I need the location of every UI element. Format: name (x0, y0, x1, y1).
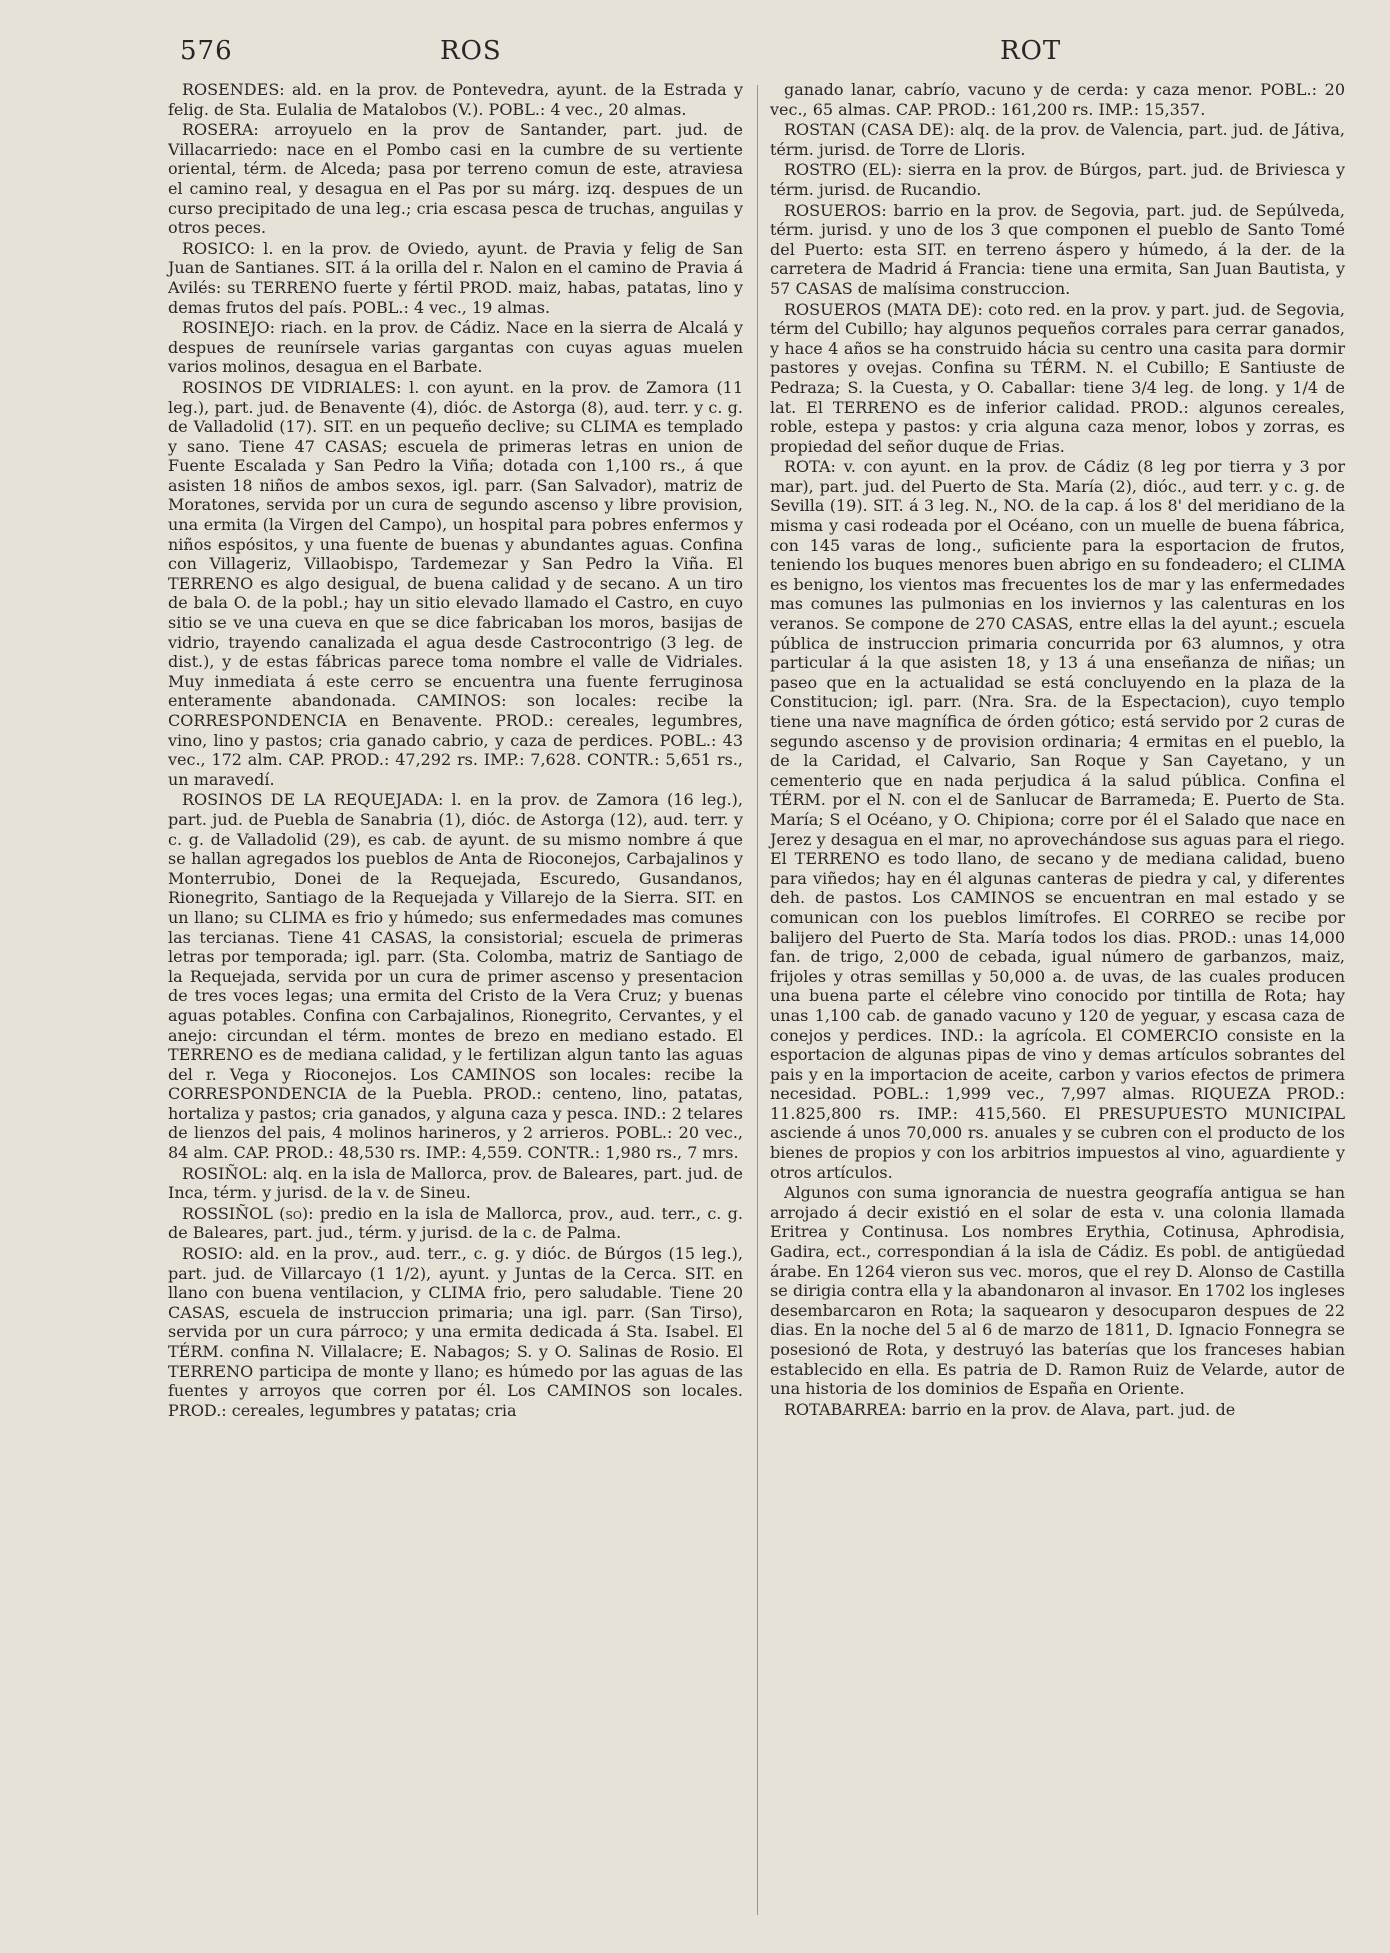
entry (770, 120, 1345, 159)
entry-text: Algunos con suma ignorancia de nuestra geografía antigua se han arrojado á decir existió en el solar de esta v. una colonia llamada Eritrea y Continusa. Los nombres Erythia, Cotinusa, Aphrodisia, Gadira, ect., correspondian á la isla de Cádiz. Es pobl. de antigüedad árabe. En 1264 vieron sus vec. moros, que el rey D. Alonso de Castilla se dirigia contra ella y la abandonaron al invasor. En 1702 los ingleses desembarcaron en Rota; la saquearon y desocuparon despues de 22 dias. En la noche del 5 al 6 de marzo de 1811, D. Ignacio Fonnegra se posesionó de Rota, y destruyó las baterías que los franceses habian establecido en ella. Es patria de D. Ramon Ruiz de Velarde, autor de una historia de los dominios de España en Oriente. (770, 1183, 1345, 1399)
entry-text: v. con ayunt. en la prov. de Cádiz (8 leg por tierra y 3 por mar), part. jud. del Puerto de Sta. María (2), dióc., aud terr. y c. g. de Sevilla (19). SIT. á 3 leg. N., NO. de la cap. á los 8' del meridiano de la misma y casi rodeada por el Océano, con un muelle de buena fábrica, con 145 varas de long., suficiente para la esportacion de frutos, teniendo los buques menores buen abrigo en su fondeadero; el CLIMA es benigno, los vientos mas frecuentes los de mar y las enfermedades mas comunes las pulmonias en los inviernos y las calenturas en los veranos. Se compone de 270 CASAS, entre ellas la del ayunt.; escuela pública de instruccion primaria concurrida por 63 alumnos, y otra particular á la que asisten 18, y 13 á una enseñanza de niñas; un paseo que en la actualidad se está concluyendo en la plaza de la Constitucion; igl. parr. (Nra. Sra. de la Espectacion), cuyo templo tiene una nave magnífica de órden gótico; está servido por 2 curas de segundo ascenso y de provision ordinaria; 4 ermitas en el pueblo, la de la Caridad, el Calvario, San Roque y San Cayetano, y un cementerio que en nada perjudica á la salud pública. Confina el TÉRM. por el N. con el de Sanlucar de Barrameda; E. Puerto de Sta. María; S el Océano, y O. Chipiona; corre por él el Salado que nace en Jerez y desagua en el mar, no aprovechándose sus aguas para el riego. El TERRENO es todo llano, de secano y de mediana calidad, bueno para viñedos; hay en él algunas canteras de piedra y cal, y diferentes deh. de pastos. Los CAMINOS se encuentran en mal estado y se comunican con los pueblos limítrofes. El CORREO se recibe por balijero del Puerto de Sta. María todos los dias. PROD.: unas 14,000 fan. de trigo, 2,000 de cebada, igual número de garbanzos, maiz, frijoles y otras semillas y 50,000 a. de uvas, de las cuales producen una buena parte el célebre vino conocido por tintilla de Rota; hay unas 1,100 cab. de ganado vacuno y 120 de yeguar, y escasa caza de conejos y perdices. IND.: la agrícola. El COMERCIO consiste en la esportacion de algunas pipas de vino y demas artículos sobrantes del pais y en la importacion de aceite, carbon y varios efectos de primera necesidad. POBL.: 1,999 vec., 7,997 almas. RIQUEZA PROD.: 11.825,800 rs. IMP.: 415,560. El PRESUPUESTO MUNICIPAL asciende á unos 70,000 rs. anuales y se cubren con el producto de los bienes de propios y con los arbitrios impuestos al vino, aguardiente y otros artículos. (770, 457, 1345, 1182)
entry (168, 1244, 743, 1420)
entry-headword: ROSUEROS: (784, 200, 887, 220)
entry-headword: ROSTAN (784, 120, 856, 140)
entry-text: l. en la prov. de Zamora (16 leg.), part. jud. de Puebla de Sanabria (1), dióc. de Astorga (12), aud. terr. y c. g. de Valladolid (29), es cab. de ayunt. de su mismo nombre á que se hallan agregados los pueblos de Anta de Rioconejos, Carbajalinos y Monterrubio, Donei de la Requejada, Escuredo, Gusandanos, Rionegrito, Santiago de la Requejada y Villarejo de la Sierra. SIT. en un llano; su CLIMA es frio y húmedo; sus enfermedades mas comunes las tercianas. Tiene 41 CASAS, la consistorial; escuela de primeras letras por temporada; igl. parr. (Sta. Colomba, matriz de Santiago de la Requejada, servida por un cura de primer ascenso y presentacion de tres voces legas; una ermita del Cristo de la Vera Cruz; y buenas aguas potables. Confina con Carbajalinos, Rionegrito, Cervantes, y el anejo: circundan el térm. montes de brezo en mediano estado. El TERRENO es de mediana calidad, y le fertilizan algun tanto las aguas del r. Vega y Rioconejos. Los CAMINOS son locales: recibe la CORRESPONDENCIA de la Puebla. PROD.: centeno, lino, patatas, hortaliza y pastos; cria ganados, y alguna caza y pesca. IND.: 2 telares de lienzos del pais, 4 molinos harineros, y 2 arrieros. POBL.: 20 vec., 84 alm. CAP. PROD.: 48,530 rs. IMP.: 4,559. CONTR.: 1,980 rs., 7 mrs. (168, 790, 744, 1163)
entry-text: arroyuelo en la prov de Santander, part. jud. de Villacarriedo: nace en el Pombo casi en la cumbre de su vertiente oriental, térm. de Alceda; pasa por terreno comun de este, atraviesa el camino real, y desagua en el Pas por su márg. izq. despues de un curso precipitado de una leg.; cria escasa pesca de truchas, anguilas y otros peces. (168, 120, 743, 238)
entry-text: (EL): sierra en la prov. de Búrgos, part. jud. de Briviesca y térm. jurisd. de Rucandio. (770, 160, 1345, 199)
entry-text: ald. en la prov. de Pontevedra, ayunt. de la Estrada y felig. de Sta. Eulalia de Matalobos (V.). POBL.: 4 vec., 20 almas. (168, 80, 743, 119)
entry-headword: ROSIO: (182, 1244, 243, 1264)
entry (168, 318, 743, 377)
entry-text: alq. en la isla de Mallorca, prov. de Baleares, part. jud. de Inca, térm. y jurisd. de la v. de Sineu. (168, 1163, 744, 1203)
entry (770, 300, 1345, 457)
right-running-head: ROT (1000, 36, 1062, 66)
entry (168, 80, 743, 119)
entry (770, 80, 1345, 119)
page-number: 576 (180, 36, 233, 66)
entry-headword: ROTA: (784, 457, 836, 477)
entry (168, 378, 743, 789)
entry (770, 457, 1345, 1182)
entry (770, 160, 1345, 199)
entry-text: l. con ayunt. en la prov. de Zamora (11 leg.), part. jud. de Benavente (4), dióc. de Astorga (8), aud. terr. y c. g. de Valladolid (17). SIT. en un pequeño declive; su CLIMA es templado y sano. Tiene 47 CASAS; escuela de primeras letras en union de Fuente Escalada y San Pedro la Viña; dotada con 1,100 rs., á que asisten 18 niños de ambos sexos, igl. parr. (San Salvador), matriz de Moratones, servida por un cura de segundo ascenso y libre provision, una ermita (la Virgen del Campo), un hospital para pobres enfermos y niños espósitos, y una fuente de buenas y abundantes aguas. Confina con Villageriz, Villaobispo, Tardemezar y San Pedro la Viña. El TERRENO es algo desigual, de buena calidad y de secano. A un tiro de bala O. de la pobl.; hay un sitio elevado llamado el Castro, en cuyo sitio se ve una cueva en que se dice fabricaban los moros, basijas de vidrio, trayendo canalizada el agua desde Castrocontrigo (3 leg. de dist.), y de estas fábricas parece toma nombre el valle de Vidriales. Muy inmediata á este cerro se encuentra una fuente ferruginosa enteramente abandonada. CAMINOS: son locales: recibe la CORRESPONDENCIA en Benavente. PROD.: cereales, legumbres, vino, lino y pastos; cria ganado cabrio, y caza de perdices. POBL.: 43 vec., 172 alm. CAP. PROD.: 47,292 rs. IMP.: 7,628. CONTR.: 5,651 rs., un maravedí. (168, 377, 744, 789)
left-running-head: ROS (440, 36, 502, 66)
entry (168, 120, 743, 238)
entry (168, 239, 743, 317)
entry-headword: ROSICO: (182, 238, 256, 258)
entry (770, 1183, 1345, 1399)
column-divider (757, 85, 758, 1915)
entry-text: l. en la prov. de Oviedo, ayunt. de Pravia y felig de San Juan de Santianes. SIT. á la orilla del r. Nalon en el camino de Pravia á Avilés: su TERRENO fuerte y fértil PROD. maiz, habas, patatas, lino y demas frutos del país. POBL.: 4 vec., 19 almas. (168, 238, 743, 317)
entry-headword: ROSENDES: (182, 80, 285, 99)
entry (168, 790, 743, 1162)
entry-headword: ROSINOS DE LA REQUEJADA: (182, 790, 444, 810)
right-column (770, 80, 1345, 1420)
entry-headword: ROSERA: (182, 120, 259, 140)
entry-text: riach. en la prov. de Cádiz. Nace en la sierra de Alcalá y despues de reunírsele varias gargantas con cuyas aguas muelen varios molinos, desagua en el Barbate. (168, 318, 743, 377)
entry-headword: ROSINOS DE VIDRIALES: (182, 377, 402, 397)
entry-text: ald. en la prov., aud. terr., c. g. y dióc. de Búrgos (15 leg.), part. jud. de Villarcayo (1 1/2), ayunt. y Juntas de la Cerca. SIT. en llano con buena ventilacion, y CLIMA frio, pero saludable. Tiene 20 CASAS, escuela de instruccion primaria; una igl. parr. (San Tirso), servida por un cura párroco; y una ermita dedicada á Sta. Isabel. El TÉRM. confina N. Villalacre; E. Nabagos; S. y O. Salinas de Rosio. El TERRENO participa de monte y llano; es húmedo por las aguas de las fuentes y arroyos que corren por él. Los CAMINOS son locales. PROD.: cereales, legumbres y patatas; cria (168, 1244, 744, 1420)
entry-text: barrio en la prov. de Alava, part. jud. de (911, 1399, 1236, 1419)
entry-headword: ROSSIÑOL (so): (182, 1203, 314, 1223)
entry-headword: ROSINEJO: (182, 318, 276, 338)
entry-headword: ROTABARREA: (784, 1399, 907, 1419)
page-header (170, 36, 1320, 76)
entry-text: (MATA DE): coto red. en la prov. y part. jud. de Segovia, térm del Cubillo; hay algunos pequeños corrales para cerrar ganados, y hace 4 años se ha construido hácia su centro una casita para dormir pastores y ovejas. Confina su TÉRM. N. el Cubillo; E Santiuste de Pedraza; S. la Cuesta, y O. Caballar: tiene 3/4 leg. de long. y 1/4 de lat. El TERRENO es de inferior calidad. PROD.: algunos cereales, roble, estepa y pastos: y cria alguna caza menor, lobos y zorras, es propiedad del señor duque de Frias. (770, 299, 1345, 456)
entry-headword: ROSTRO (784, 160, 856, 180)
entry (168, 1204, 743, 1243)
entry (770, 201, 1345, 299)
entry-headword: ROSUEROS (784, 299, 882, 319)
entry (168, 1164, 743, 1203)
left-column (168, 80, 743, 1421)
entry-text: ganado lanar, cabrío, vacuno y de cerda: y caza menor. POBL.: 20 vec., 65 almas. CAP. PROD.: 161,200 rs. IMP.: 15,357. (770, 80, 1345, 119)
entry-text: (CASA DE): alq. de la prov. de Valencia, part. jud. de Játiva, térm. jurisd. de Torre de Lloris. (770, 120, 1345, 159)
entry (770, 1400, 1345, 1420)
entry-text: predio en la isla de Mallorca, prov., aud. terr., c. g. de Baleares, part. jud., térm. y jurisd. de la c. de Palma. (168, 1203, 743, 1243)
entry-headword: ROSIÑOL: (182, 1163, 268, 1183)
entry-text: barrio en la prov. de Segovia, part. jud. de Sepúlveda, térm. jurisd. y uno de los 3 que componen el pueblo de Santo Tomé del Puerto: esta SIT. en terreno áspero y húmedo, á la der. de la carretera de Madrid á Francia: tiene una ermita, San Juan Bautista, y 57 CASAS de malísima construccion. (770, 200, 1345, 298)
